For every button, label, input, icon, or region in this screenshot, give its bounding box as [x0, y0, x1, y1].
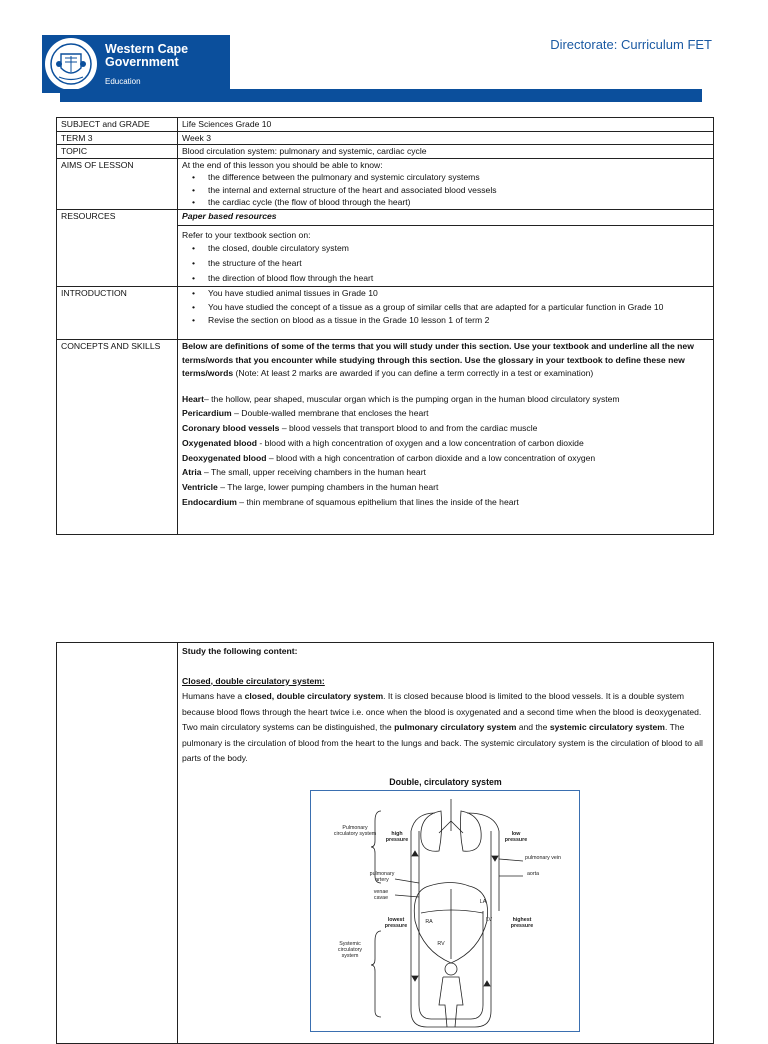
list-item: Coronary blood vessels – blood vessels that transport blood to and from the cardiac muscle	[182, 423, 538, 434]
resources-value: Paper based resources	[178, 209, 714, 225]
introduction-label: INTRODUCTION	[57, 287, 178, 340]
list-item: Deoxygenated blood – blood with a high concentration of carbon dioxide and a low concentration of oxygen	[182, 452, 596, 463]
list-item: • the internal and external structure of the heart and associated blood vessels	[208, 184, 709, 197]
list-item: • the cardiac cycle (the flow of blood through the heart)	[208, 196, 709, 209]
figure-label-lowest-pressure: lowest pressure	[384, 917, 408, 930]
list-item: • the structure of the heart	[208, 256, 709, 271]
list-item: • the closed, double circulatory system	[208, 241, 709, 256]
list-item: • You have studied the concept of a tissue as a group of similar cells that are adapted for a particular function in Grade 10	[208, 301, 709, 314]
directorate-title: Directorate: Curriculum FET	[550, 37, 712, 52]
department-name: Education	[105, 76, 141, 86]
section-heading: Closed, double circulatory system:	[182, 675, 325, 686]
terms-list	[182, 392, 709, 510]
aims-cell	[178, 158, 714, 209]
subject-label: SUBJECT and GRADE	[57, 118, 178, 132]
list-item: Atria – The small, upper receiving chambers in the human heart	[182, 467, 426, 478]
section-paragraph: Humans have a closed, double circulatory system. It is closed because blood is limited to the blood vessels. It is a double system because blood flows through the heart twice i.e. once when the blood is oxygenated and a second time when the blood is deoxygenated. Two main circulatory systems can be distinguished, the pulmonary circulatory system and the systemic circulatory system. The pulmonary is the circulation of blood from the heart to the lungs and back. The systemic circulatory system is the circulation of blood to all parts of the body.	[182, 691, 703, 763]
list-item: Ventricle – The large, lower pumping chambers in the human heart	[182, 482, 439, 493]
empty-label-cell	[57, 643, 178, 1044]
list-item: Pericardium – Double-walled membrane that encloses the heart	[182, 408, 429, 419]
list-item: Oxygenated blood - blood with a high concentration of oxygen and a low concentration of carbon dioxide	[182, 437, 584, 448]
subject-value: Life Sciences Grade 10	[178, 118, 714, 132]
table-row	[57, 209, 714, 225]
figure-label-systemic: Systemic circulatory system	[337, 941, 363, 960]
list-item: Heart– the hollow, pear shaped, muscular organ which is the pumping organ in the human blood circulatory system	[182, 393, 620, 404]
term-value: Week 3	[178, 131, 714, 145]
table-row	[57, 287, 714, 340]
refer-cell	[178, 225, 714, 287]
study-heading: Study the following content:	[182, 646, 298, 656]
list-item: • the direction of blood flow through the heart	[208, 271, 709, 286]
term-label: TERM 3	[57, 131, 178, 145]
aims-intro: At the end of this lesson you should be able to know:	[182, 159, 383, 170]
org-name-line2: Government	[105, 54, 179, 69]
introduction-cell	[178, 287, 714, 340]
introduction-list	[182, 287, 709, 327]
list-item: • You have studied animal tissues in Grade 10	[208, 287, 709, 300]
figure-label-lv: LV	[485, 917, 493, 923]
concepts-label: CONCEPTS AND SKILLS	[57, 340, 178, 535]
list-item: • Revise the section on blood as a tissue in the Grade 10 lesson 1 of term 2	[208, 314, 709, 327]
table-row	[57, 340, 714, 535]
list-item: • the difference between the pulmonary and systemic circulatory systems	[208, 171, 709, 184]
aims-list	[182, 171, 709, 209]
figure-label-highest-pressure: highest pressure	[510, 917, 534, 930]
table-row	[57, 145, 714, 159]
figure-label-high-pressure: high pressure	[385, 831, 409, 844]
figure-label-aorta: aorta	[526, 871, 540, 877]
resources-label: RESOURCES	[57, 209, 178, 287]
coat-of-arms-icon	[45, 38, 97, 90]
figure-label-low-pressure: low pressure	[504, 831, 528, 844]
figure-label-la: LA	[479, 899, 487, 905]
aims-label: AIMS OF LESSON	[57, 158, 178, 209]
figure-label-ra: RA	[425, 919, 433, 925]
table-row	[57, 158, 714, 209]
header-divider-bar	[60, 89, 702, 102]
lesson-info-table	[56, 117, 714, 535]
refer-intro: Refer to your textbook section on:	[182, 229, 311, 240]
table-row	[57, 118, 714, 132]
table-row	[57, 131, 714, 145]
concepts-intro: Below are definitions of some of the terms that you will study under this section. Use your textbook and underline all the new terms/words that you encounter while studying through this section. Use the glossary in your textbook to define these new terms/words (Note: At least 2 marks are awarded if you can define a term correctly in a test or examination)	[182, 341, 694, 378]
concepts-cell	[178, 340, 714, 535]
list-item: Endocardium – thin membrane of squamous epithelium that lines the inside of the heart	[182, 497, 519, 508]
org-name-line1: Western Cape	[105, 41, 189, 56]
figure-label-rv: RV	[437, 941, 445, 947]
figure-label-pulmonary-artery: pulmonary artery	[369, 871, 395, 884]
wcg-logo	[42, 35, 230, 93]
figure-label-pulmonary-vein: pulmonary vein	[525, 855, 561, 861]
figure-label-pulmonary: Pulmonary circulatory system	[333, 825, 377, 838]
topic-value: Blood circulation system: pulmonary and systemic, cardiac cycle	[178, 145, 714, 159]
figure-label-venae-cavae: venae cavae	[373, 889, 389, 902]
refer-list	[182, 241, 709, 286]
circulatory-diagram	[310, 790, 580, 1032]
topic-label: TOPIC	[57, 145, 178, 159]
figure-title: Double, circulatory system	[389, 776, 502, 787]
